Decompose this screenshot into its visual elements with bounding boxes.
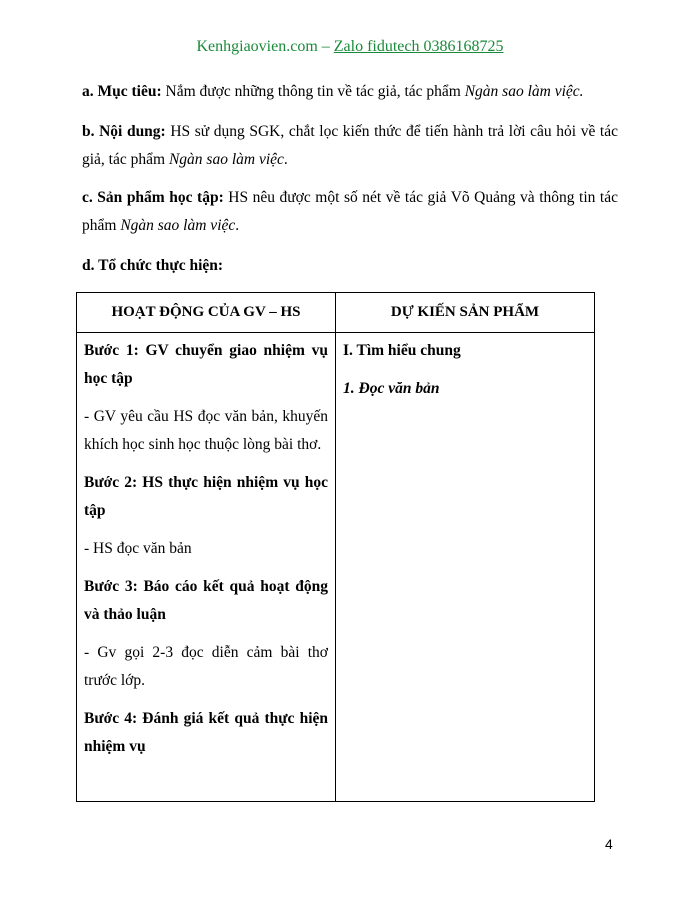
- section-a-title: Ngàn sao làm việc.: [464, 83, 584, 100]
- section-d: [82, 252, 618, 280]
- section-b-label: b. Nội dung:: [82, 123, 166, 140]
- section-b: [82, 118, 618, 174]
- col2-header: DỰ KIẾN SẢN PHẨM: [336, 293, 595, 333]
- step1-text: - GV yêu cầu HS đọc văn bản, khuyến khích học sinh học thuộc lòng bài thơ.: [84, 408, 328, 453]
- step3-text: - Gv gọi 2-3 đọc diễn cảm bài thơ trước lớp.: [84, 644, 328, 689]
- section-a-label: a. Mục tiêu:: [82, 83, 162, 100]
- product-cell: [336, 333, 595, 802]
- step2-text: - HS đọc văn bản: [84, 540, 192, 557]
- section-c-label: c. Sản phẩm học tập:: [82, 189, 224, 206]
- section-d-label: d. Tổ chức thực hiện:: [82, 257, 224, 274]
- sub-title: 1. Đọc văn bản: [343, 380, 440, 397]
- section-b-end: .: [283, 151, 288, 168]
- section-c-title: Ngàn sao làm việc: [120, 217, 236, 234]
- header-contact-link[interactable]: Zalo fidutech 0386168725: [333, 38, 504, 55]
- section-c-text: HS nêu được một số nét về tác giả Võ Quảng và thông tin tác phẩm: [82, 189, 618, 234]
- section-c-end: .: [235, 217, 240, 234]
- step2-title: Bước 2: HS thực hiện nhiệm vụ học tập: [84, 474, 328, 519]
- page-number: 4: [605, 836, 613, 852]
- table-header-row: [77, 293, 595, 333]
- step3-title: Bước 3: Báo cáo kết quả hoạt động và thảo luận: [84, 578, 328, 623]
- header-site[interactable]: Kenhgiaovien.com: [196, 38, 318, 55]
- activity-cell: [77, 333, 336, 802]
- section-c: [82, 184, 618, 240]
- step4-title: Bước 4: Đánh giá kết quả thực hiện nhiệm vụ: [84, 710, 328, 755]
- header-separator: –: [321, 38, 330, 55]
- table-row: [77, 333, 595, 802]
- section-title: I. Tìm hiểu chung: [343, 342, 461, 359]
- section-b-title: Ngàn sao làm việc: [168, 151, 284, 168]
- step1-title: Bước 1: GV chuyển giao nhiệm vụ học tập: [84, 342, 328, 387]
- section-a-text: Nắm được những thông tin về tác giả, tác phẩm: [161, 83, 465, 100]
- section-b-text: HS sử dụng SGK, chắt lọc kiến thức để tiến hành trả lời câu hỏi về tác giả, tác phẩm: [82, 123, 618, 168]
- section-a: [82, 78, 618, 106]
- page-header: [0, 38, 700, 56]
- activity-table: [76, 292, 595, 802]
- col1-header: HOẠT ĐỘNG CỦA GV – HS: [77, 293, 336, 333]
